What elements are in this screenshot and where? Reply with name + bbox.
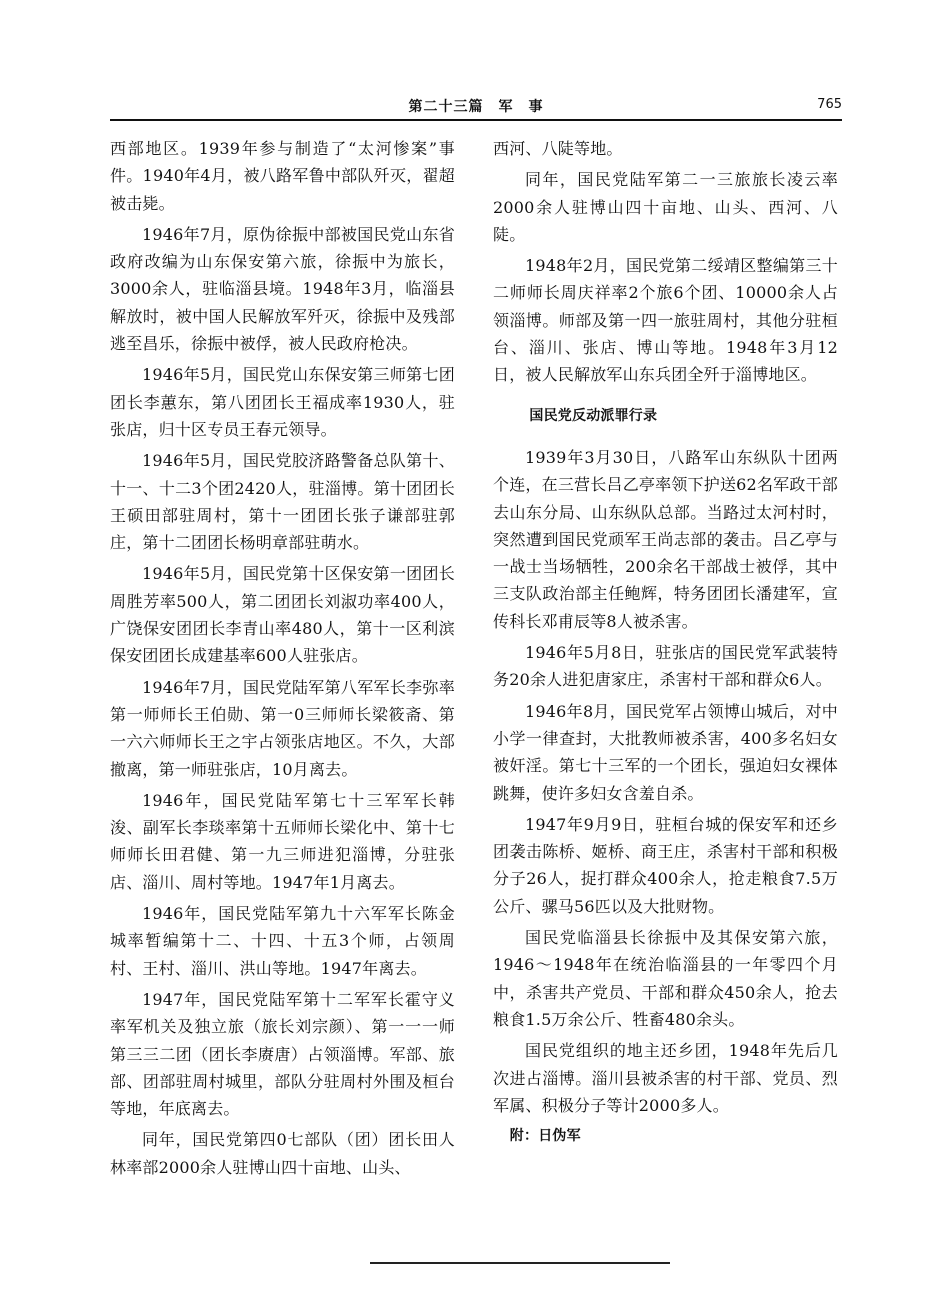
paragraph: 国民党临淄县长徐振中及其保安第六旅，1946～1948年在统治临淄县的一年零四个月中，杀害共产党员、干部和群众450余人，抢去粮食1.5万余公斤、牲畜480余头。 xyxy=(493,928,838,1029)
paragraph: 1946年5月，国民党第十区保安第一团团长周胜芳率500人，第二团团长刘淑功率400人，广饶保安团团长李青山率480人，第十一区利滨保安团团长成建基率600人驻张店。 xyxy=(110,564,455,666)
page-number: 765 xyxy=(817,97,842,112)
paragraph: 同年，国民党陆军第二一三旅旅长凌云率2000余人驻博山四十亩地、山头、西河、八陡。 xyxy=(493,170,838,244)
paragraph: 1946年7月，原伪徐振中部被国民党山东省政府改编为山东保安第六旅，徐振中为旅长，3000余人，驻临淄县境。1948年3月，临淄县解放时，被中国人民解放军歼灭，徐振中及残部逃至昌乐，徐振中被俘，被人民政府枪决。 xyxy=(110,224,455,354)
paragraph: 1946年5月8日，驻张店的国民党军武装特务20余人进犯唐家庄，杀害村干部和群众6人。 xyxy=(493,643,838,690)
paragraph: 西河、八陡等地。 xyxy=(493,139,623,158)
right-column xyxy=(493,135,838,1150)
paragraph: 1948年2月，国民党第二绥靖区整编第三十二师师长周庆祥率2个旅6个团、10000余人占领淄博。师部及第一四一旅驻周村，其他分驻桓台、淄川、张店、博山等地。1948年3月12日，被人民解放军山东兵团全歼于淄博地区。 xyxy=(493,256,838,385)
paragraph: 1946年7月，国民党陆军第八军军长李弥率第一师师长王伯勋、第一0三师师长梁筱斋、第一六六师师长王之宇占领张店地区。不久，大部撤离，第一师驻张店，10月离去。 xyxy=(110,677,455,779)
header-rule xyxy=(110,119,842,121)
section-heading: 国民党反动派罪行录 xyxy=(529,407,658,424)
paragraph: 1946年8月，国民党军占领博山城后，对中小学一律查封，大批教师被杀害，400多名妇女被奸淫。第七十三军的一个团长，强迫妇女裸体跳舞，使许多妇女含羞自杀。 xyxy=(493,701,838,803)
paragraph: 1947年9月9日，驻桓台城的保安军和还乡团袭击陈桥、姬桥、商王庄，杀害村干部和积极分子26人，捉打群众400余人，抢走粮食7.5万公斤、骡马56匹以及大批财物。 xyxy=(493,814,838,916)
paragraph: 1946年5月，国民党山东保安第三师第七团团长李蕙东，第八团团长王福成率1930人，驻张店，归十区专员王春元领导。 xyxy=(110,365,455,439)
paragraph: 国民党组织的地主还乡团，1948年先后几次进占淄博。淄川县被杀害的村干部、党员、烈军属、积极分子等计2000多人。 xyxy=(493,1041,838,1115)
sub-heading: 附：日伪军 xyxy=(509,1128,581,1145)
paragraph: 同年，国民党第四0七部队（团）团长田人林率部2000余人驻博山四十亩地、山头、 xyxy=(110,1130,455,1177)
paragraph: 1947年，国民党陆军第十二军军长霍守义率军机关及独立旅（旅长刘宗颜）、第一一一师第三三二团（团长李赓唐）占领淄博。军部、旅部、团部驻周村城里，部队分驻周村外围及桓台等地，年底离去。 xyxy=(110,989,455,1119)
paragraph: 西部地区。1939年参与制造了“太河惨案”事件。1940年4月，被八路军鲁中部队歼灭，翟超被击毙。 xyxy=(110,139,455,213)
running-title: 第二十三篇 军 事 xyxy=(408,99,544,115)
paragraph: 1939年3月30日，八路军山东纵队十团两个连，在三营长吕乙亭率领下护送62名军政干部去山东分局、山东纵队总部。当路过太河村时，突然遭到国民党顽军王尚志部的袭击。吕乙亭与一战士当场牺牲，200余名干部战士被俘，其中三支队政治部主任鲍辉，特务团团长潘建军，宣传科长邓甫辰等8人被杀害。 xyxy=(493,447,838,631)
paragraph: 1946年，国民党陆军第七十三军军长韩浚、副军长李琰率第十五师师长梁化中、第十七师师长田君健、第一九三师进犯淄博，分驻张店、淄川、周村等地。1947年1月离去。 xyxy=(110,790,455,892)
paragraph: 1946年，国民党陆军第九十六军军长陈金城率暂编第十二、十四、十五3个师，占领周村、王村、淄川、洪山等地。1947年离去。 xyxy=(110,904,455,978)
paragraph: 1946年5月，国民党胶济路警备总队第十、十一、十二3个团2420人，驻淄博。第十团团长王硕田部驻周村，第十一团团长张子谦部驻郭庄，第十二团团长杨明章部驻萌水。 xyxy=(110,451,455,553)
left-column xyxy=(110,135,455,1181)
page-header xyxy=(110,0,842,122)
footer-rule xyxy=(370,1262,670,1264)
